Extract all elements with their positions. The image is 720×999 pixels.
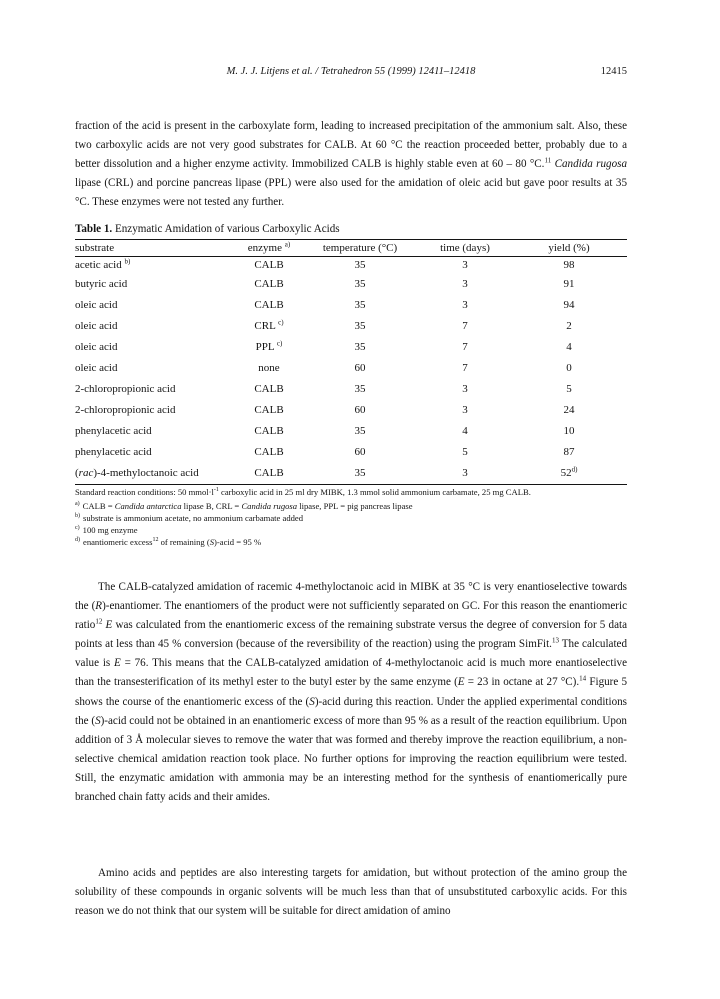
table-footnote-a	[75, 500, 627, 512]
cell-enzyme: CALB	[254, 278, 284, 290]
cell-time: 3	[462, 259, 468, 271]
substrate-italic: rac	[78, 467, 94, 479]
cell-temperature: 60	[354, 404, 366, 416]
cell-yield: 10	[563, 425, 575, 437]
cell-yield: 94	[563, 299, 575, 311]
cell-yield: 4	[566, 341, 572, 353]
cell-time: 3	[462, 278, 468, 290]
cell-enzyme: none	[258, 362, 280, 374]
table-row	[75, 442, 627, 463]
cell-time: 3	[462, 383, 468, 395]
species-name: Candida antarctica	[114, 501, 182, 511]
table-row	[75, 358, 627, 379]
cell-enzyme: CALB	[254, 404, 284, 416]
paragraph-text: The CALB-catalyzed amidation of racemic 4-methyloctanoic acid in MIBK at 35 °C is very enantioselective towards the (	[75, 581, 627, 613]
table-footnote-b	[75, 512, 627, 524]
table-caption-text: Enzymatic Amidation of various Carboxylic Acids	[112, 223, 340, 235]
cell-time: 3	[462, 404, 468, 416]
reference-marker: 14	[579, 674, 587, 683]
header-substrate: substrate	[75, 240, 237, 257]
running-head	[75, 66, 627, 82]
footnote-marker: b)	[124, 257, 131, 266]
table-row	[75, 337, 627, 358]
stereo-descriptor: S	[209, 537, 215, 547]
table-row	[75, 274, 627, 295]
footnote-text: lipase B, CRL =	[181, 501, 242, 511]
italic-symbol: R	[95, 600, 103, 613]
table-header-row	[75, 240, 627, 257]
cell-substrate: butyric acid	[75, 278, 128, 290]
italic-symbol: S	[95, 714, 101, 727]
cell-temperature: 35	[354, 299, 366, 311]
cell-yield: 0	[566, 362, 572, 374]
superscript: -1	[213, 487, 219, 494]
italic-symbol: E	[105, 619, 113, 632]
cell-temperature: 35	[354, 320, 366, 332]
paragraph-text: fraction of the acid is present in the carboxylate form, leading to increased precipitation of the ammonium salt. Also, these two carboxylic acids are not very good substrates for CALB. At 60 °C the reaction proceeded better, probably due to a better dissolution and a higher enzyme activity. Immobilized CALB is highly stable even at 60 – 80 °C.	[75, 120, 627, 171]
cell-enzyme: CALB	[254, 299, 284, 311]
italic-symbol: S	[309, 695, 315, 708]
paragraph-text: )-acid during this reaction. Under the applied experimental conditions the (	[75, 695, 627, 727]
header-enzyme	[237, 240, 301, 257]
table-row	[75, 400, 627, 421]
cell-enzyme: CALB	[254, 425, 284, 437]
cell-yield: 91	[563, 278, 575, 290]
cell-substrate: 2-chloropropionic acid	[75, 404, 176, 416]
cell-time: 5	[462, 446, 468, 458]
paragraph-enantioselectivity	[75, 578, 627, 807]
footnote-text: substrate is ammonium acetate, no ammonium carbamate added	[83, 513, 304, 523]
paragraph-text: lipase (CRL) and porcine pancreas lipase (PPL) were also used for the amidation of oleic acid but gave poor results at 35 °C. These enzymes were not tested any further.	[75, 177, 627, 209]
table-row	[75, 379, 627, 400]
footnote-text: CALB =	[82, 501, 115, 511]
cell-enzyme	[237, 316, 301, 337]
substrate-name: )-4-methyloctanoic acid	[93, 467, 199, 479]
paragraph-text: )-acid could not be obtained in an enantiomeric excess of more than 95 % as a result of the reaction equilibrium. Upon addition of 3 Å molecular sieves to remove the water that was formed and thereby improve the reaction equilibrium, a non-selective chemical amidation reaction took place. No further options for improving the reaction equilibrium were tested. Still, the enzymatic amidation with ammonia may be an interesting method for the synthesis of enantiomerically pure branched chain fatty acids and their amides.	[75, 714, 627, 804]
yield-value: 52	[560, 467, 572, 479]
header-enzyme-label: enzyme	[247, 242, 282, 254]
paragraph-text: Figure 5 shows the course of the enantiomeric excess of the (	[75, 676, 628, 708]
cell-substrate: oleic acid	[75, 320, 118, 332]
cell-temperature: 60	[354, 362, 366, 374]
cell-substrate: oleic acid	[75, 341, 118, 353]
amidation-table	[75, 239, 627, 485]
italic-symbol: E	[114, 657, 121, 670]
running-head-citation: M. J. J. Litjens et al. / Tetrahedron 55 (1999) 12411–12418	[226, 66, 476, 77]
cell-time: 3	[462, 299, 468, 311]
paragraph-continued	[75, 117, 627, 212]
cell-temperature: 35	[354, 425, 366, 437]
cell-time: 7	[462, 362, 468, 374]
paragraph-amino-acids: Amino acids and peptides are also interesting targets for amidation, but without protection of the amino group the solubility of these compounds in organic solvents will be much less than that of unsubstituted carboxylic acids. For this reason we do not think that our system will be suitable for direct amidation of amino	[75, 867, 627, 918]
footnote-marker: d)	[571, 465, 578, 474]
table-row	[75, 295, 627, 316]
footnote-marker: c)	[278, 318, 284, 327]
species-name: Candida rugosa	[241, 501, 298, 511]
footnote-text: carboxylic acid in 25 ml dry MIBK, 1.3 mmol solid ammonium carbamate, 25 mg CALB.	[218, 487, 531, 497]
footnote-text: enantiomeric excess	[83, 537, 153, 547]
page-number: 12415	[600, 66, 627, 77]
table-footnote-conditions	[75, 485, 627, 500]
cell-yield: 2	[566, 320, 572, 332]
cell-time: 7	[462, 320, 468, 332]
table-caption-label: Table 1.	[75, 223, 113, 235]
cell-enzyme: CALB	[237, 463, 301, 485]
cell-yield: 5	[566, 383, 572, 395]
cell-substrate	[75, 257, 237, 275]
cell-yield	[511, 463, 627, 485]
table-1	[75, 220, 627, 548]
cell-substrate: phenylacetic acid	[75, 446, 152, 458]
table-footnote-d	[75, 536, 627, 548]
reference-marker: 11	[544, 156, 552, 165]
header-time: time (days)	[419, 240, 511, 257]
cell-time: 7	[462, 341, 468, 353]
table-footnote-c	[75, 524, 627, 536]
table-row	[75, 463, 627, 485]
cell-temperature: 35	[354, 259, 366, 271]
footnote-marker: c)	[276, 339, 283, 348]
header-yield: yield (%)	[511, 240, 627, 257]
header-temperature: temperature (°C)	[301, 240, 419, 257]
footnote-text: lipase, PPL = pig pancreas lipase	[297, 501, 413, 511]
cell-yield: 87	[563, 446, 575, 458]
cell-temperature: 60	[354, 446, 366, 458]
paragraph-text: The calculated value is	[75, 638, 627, 670]
reference-marker: 12	[95, 617, 103, 626]
cell-yield: 24	[563, 404, 575, 416]
cell-time: 4	[462, 425, 468, 437]
footnote-marker: d)	[75, 537, 80, 544]
reference-marker: 13	[551, 636, 559, 645]
cell-substrate: oleic acid	[75, 362, 118, 374]
enzyme-name: CRL	[254, 320, 276, 332]
table-caption	[75, 220, 627, 239]
reference-marker: 12	[152, 537, 159, 544]
footnote-text: Standard reaction conditions: 50 mmol·l	[75, 487, 214, 497]
footnote-marker: a)	[284, 240, 291, 249]
cell-time: 3	[419, 463, 511, 485]
cell-temperature: 35	[354, 278, 366, 290]
table-row	[75, 421, 627, 442]
paragraph-text: = 76. This means that the CALB-catalyzed amidation of 4-methyloctanoic acid is much more enantioselective than the transesterification of its methyl ester to the butyl ester by the same enzyme (	[75, 657, 627, 689]
cell-enzyme	[237, 337, 301, 358]
cell-enzyme: CALB	[254, 259, 284, 271]
cell-enzyme: CALB	[254, 446, 284, 458]
cell-substrate: phenylacetic acid	[75, 425, 152, 437]
cell-substrate: 2-chloropropionic acid	[75, 383, 176, 395]
footnote-marker: a)	[75, 501, 80, 508]
substrate-name: acetic acid	[75, 259, 122, 271]
cell-yield: 98	[563, 259, 575, 271]
table-row	[75, 316, 627, 337]
paragraph-text: = 23 in octane at 27 °C).	[464, 676, 580, 689]
paragraph-text: was calculated from the enantiomeric excess of the remaining substrate versus the degree of conversion for 5 data points at less than 45 % conversion (because of the reversibility of the reaction) using the program SimFit.	[75, 619, 627, 651]
footnote-text: )-acid = 95 %	[214, 537, 262, 547]
species-name: Candida rugosa	[554, 158, 627, 171]
table-row	[75, 257, 627, 275]
footnote-text: 100 mg enzyme	[82, 525, 138, 535]
cell-temperature: 35	[354, 383, 366, 395]
cell-substrate: oleic acid	[75, 299, 118, 311]
cell-temperature: 35	[354, 341, 366, 353]
italic-symbol: E	[457, 676, 465, 689]
cell-temperature: 35	[301, 463, 419, 485]
paragraph-text: )-enantiomer. The enantiomers of the product were not sufficiently separated on GC. For this reason the enantiomeric ratio	[75, 600, 627, 632]
substrate-prefix: (	[75, 467, 79, 479]
footnote-marker: c)	[75, 525, 80, 532]
footnote-text: of remaining (	[158, 537, 210, 547]
cell-substrate	[75, 463, 237, 485]
cell-enzyme: CALB	[254, 383, 284, 395]
footnote-marker: b)	[75, 513, 80, 520]
enzyme-name: PPL	[255, 341, 275, 353]
